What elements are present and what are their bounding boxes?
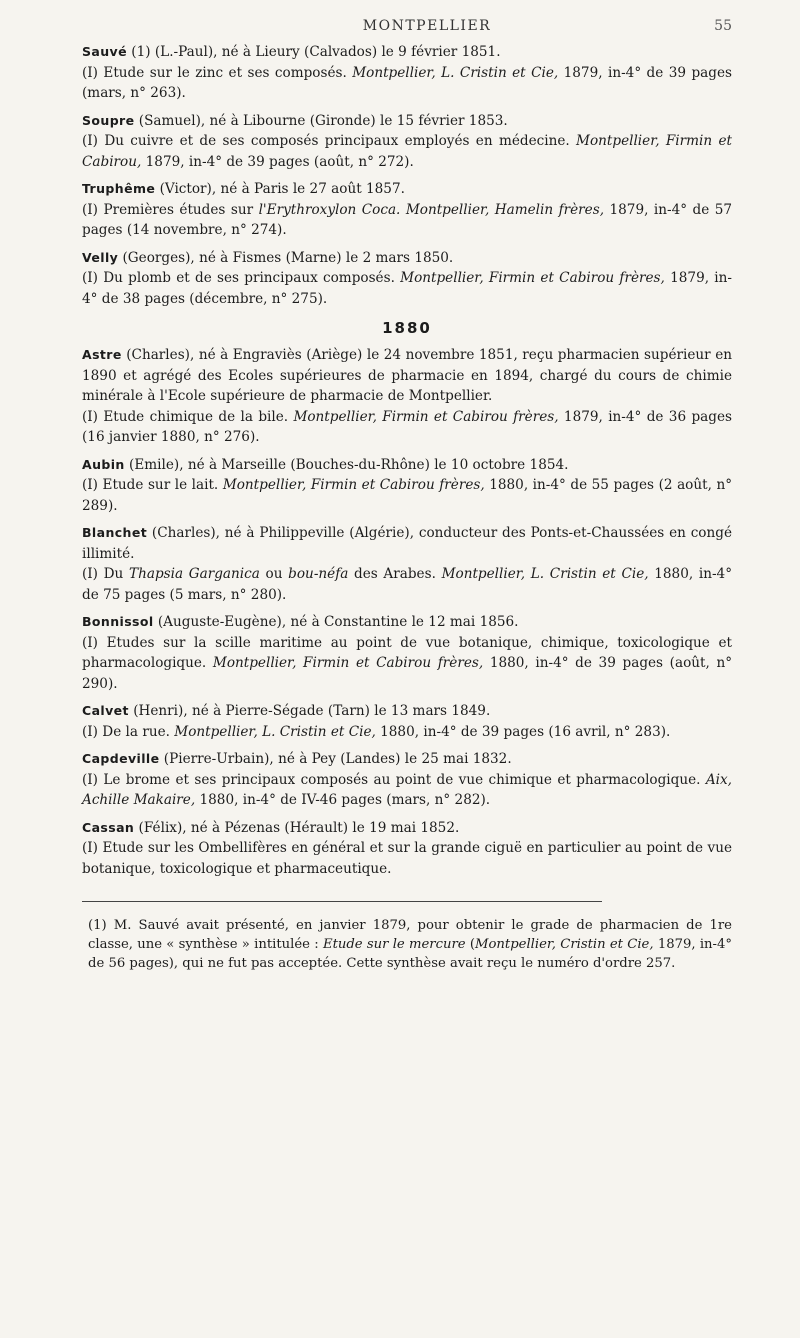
footnote-divider xyxy=(82,901,602,902)
entry-pub-details: 1880, in-4° de 39 pages (16 avril, n° 283). xyxy=(375,723,671,740)
entry-bio: (Auguste-Eugène), né à Constantine le 12 mai 1856. xyxy=(153,614,519,630)
entry-pub-details: 1879, in-4° de 38 pages (décembre, n° 275). xyxy=(82,270,732,307)
entry-pub-details: 1880, in-4° de IV-46 pages (mars, n° 282). xyxy=(195,792,491,808)
entry-publisher: l'Erythroxylon Coca. Montpellier, Hamelin frères, xyxy=(258,201,605,218)
entry-name: Velly xyxy=(82,249,119,265)
entry-arabic-name: bou-néfa xyxy=(288,566,349,582)
entry-work-title: (I) Etude chimique de la bile. xyxy=(82,408,294,425)
entry-sauve xyxy=(82,42,732,104)
entry-tripheme xyxy=(82,179,732,241)
entry-blanchet xyxy=(82,523,732,605)
entry-work-title: (I) Du xyxy=(82,566,130,582)
entry-publisher: Montpellier, Firmin et Cabirou frères, xyxy=(222,477,485,493)
entry-publisher: Montpellier, Firmin et Cabirou, xyxy=(82,133,732,170)
entry-bonnissol xyxy=(82,612,732,694)
entry-bio: (Charles), né à Engraviès (Ariège) le 24 novembre 1851, reçu pharmacien supérieur en 1890 et agrégé des Ecoles supérieures de pharmacie en 1894, chargé du cours de chimie minérale à l'Ecole supérieure de pharmacie de Montpellier. xyxy=(82,347,732,404)
entry-work-title: (I) Etude sur le zinc et ses composés. xyxy=(82,64,353,81)
entry-astre xyxy=(82,345,732,448)
entry-work-title: (I) De la rue. xyxy=(82,723,175,740)
entry-pub-details: 1879, in-4° de 57 pages (14 novembre, n° 274). xyxy=(82,201,733,238)
entry-cassan xyxy=(82,818,732,880)
entry-bio: (Victor), né à Paris le 27 août 1857. xyxy=(155,181,405,197)
entry-work-title: (I) Du cuivre et de ses composés principaux employés en médecine. xyxy=(82,133,577,149)
entry-publisher: Montpellier, Firmin et Cabirou frères, xyxy=(293,408,559,425)
entry-work-title: (I) Premières études sur xyxy=(82,201,259,218)
year-heading: 1880 xyxy=(382,319,432,337)
entry-calvet xyxy=(82,701,732,742)
entry-work-connector-2: des Arabes. xyxy=(348,566,442,582)
entry-name: Blanchet xyxy=(82,525,148,540)
entry-bio: (Charles), né à Philippeville (Algérie), conducteur des Ponts-et-Chaussées en congé illimité. xyxy=(82,525,732,562)
entry-work-title: (I) Du plomb et de ses principaux composés. xyxy=(82,270,401,286)
footnote-details: 1879, in-4° de 56 pages), qui ne fut pas acceptée. Cette synthèse avait reçu le numéro d'ordre 257. xyxy=(88,937,732,971)
entry-work-title: (I) Le brome et ses principaux composés au point de vue chimique et pharmacologique. xyxy=(82,771,706,788)
entry-name: Capdeville xyxy=(82,751,160,766)
entry-bio: (Emile), né à Marseille (Bouches-du-Rhône) le 10 octobre 1854. xyxy=(124,456,569,473)
entry-bio: (1) (L.-Paul), né à Lieury (Calvados) le 9 février 1851. xyxy=(126,44,501,60)
entry-bio: (Georges), né à Fismes (Marne) le 2 mars 1850. xyxy=(118,249,454,266)
entry-bio: (Henri), né à Pierre-Ségade (Tarn) le 13 mars 1849. xyxy=(128,703,491,719)
entry-name: Astre xyxy=(82,347,122,362)
footnote xyxy=(82,916,732,973)
entry-pub-details: 1879, in-4° de 39 pages (août, n° 272). xyxy=(141,153,414,170)
footnote-paren: ( xyxy=(465,937,475,952)
entry-name: Bonnissol xyxy=(82,614,154,629)
entry-pub-details: 1879, in-4° de 36 pages (16 janvier 1880, n° 276). xyxy=(82,408,732,445)
entry-capdeville xyxy=(82,749,732,811)
entry-bio: (Félix), né à Pézenas (Hérault) le 19 mai 1852. xyxy=(134,819,460,836)
entry-work-title: (I) Etude sur le lait. xyxy=(82,477,223,493)
entry-work-title: (I) Etudes sur la scille maritime au point de vue botanique, chimique, toxicologique et pharmacologique. xyxy=(82,634,732,671)
entry-publisher: Montpellier, Firmin et Cabirou frères, xyxy=(400,270,665,286)
footnote-title: Etude sur le mercure xyxy=(322,937,466,952)
page-number: 55 xyxy=(714,18,732,34)
entry-name: Cassan xyxy=(82,819,135,835)
entries-1880 xyxy=(82,345,732,879)
entry-name: Aubin xyxy=(82,456,125,472)
entry-bio: (Pierre-Urbain), né à Pey (Landes) le 25 mai 1832. xyxy=(159,751,512,767)
footnote-publisher: Montpellier, Cristin et Cie, xyxy=(474,937,654,952)
footnote-text: (1) M. Sauvé avait présenté, en janvier 1879, pour obtenir le grade de pharmacien de 1re classe, une « synthèse » intitulée : xyxy=(88,918,732,952)
entry-pub-details: 1880, in-4° de 39 pages (août, n° 290). xyxy=(82,655,733,692)
running-head: MONTPELLIER xyxy=(362,18,492,34)
entry-name: Soupre xyxy=(82,112,135,128)
entry-aubin xyxy=(82,455,732,517)
entry-publisher: Aix, Achille Makaire, xyxy=(82,771,732,808)
entries-1879 xyxy=(82,42,732,309)
entry-bio: (Samuel), né à Libourne (Gironde) le 15 février 1853. xyxy=(134,112,508,129)
entry-work-connector: ou xyxy=(259,566,289,582)
entry-publisher: Montpellier, L. Cristin et Cie, xyxy=(352,64,559,81)
entry-species: Thapsia Garganica xyxy=(129,566,260,582)
entry-velly xyxy=(82,248,732,310)
entry-publisher: Montpellier, Firmin et Cabirou frères, xyxy=(212,655,484,671)
entry-name: Sauvé xyxy=(82,44,127,59)
entry-pub-details: 1880, in-4° de 55 pages (2 août, n° 289). xyxy=(82,477,733,514)
page-header xyxy=(82,18,732,42)
entry-work-title: (I) Etude sur les Ombellifères en général et sur la grande ciguë en particulier au point de vue botanique, toxicologique et pharmaceutique. xyxy=(82,840,732,877)
entry-pub-details: 1880, in-4° de 75 pages (5 mars, n° 280). xyxy=(82,566,733,603)
entry-name: Truphême xyxy=(82,181,156,196)
entry-soupre xyxy=(82,111,732,173)
entry-publisher: Montpellier, L. Cristin et Cie, xyxy=(174,723,376,740)
entry-pub-details: 1879, in-4° de 39 pages (mars, n° 263). xyxy=(82,64,732,101)
entry-name: Calvet xyxy=(82,703,129,718)
entry-publisher: Montpellier, L. Cristin et Cie, xyxy=(441,566,649,582)
